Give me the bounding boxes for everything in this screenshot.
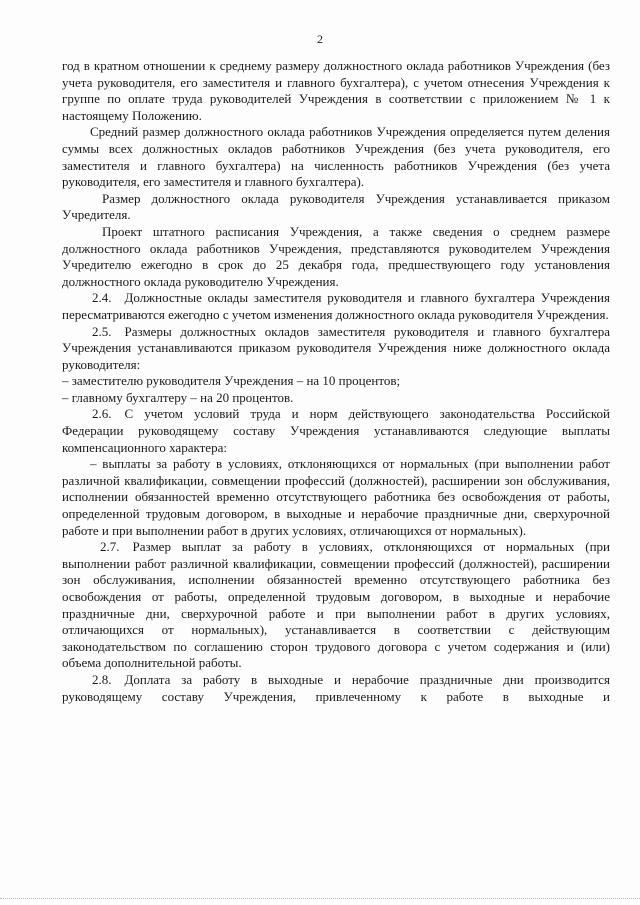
paragraph-2-6: 2.6. С учетом условий труда и норм действующего законодательства Российской Федерации руководящему составу Учреждения устанавливаются следующие выплаты компенсационного характера: [62,406,610,455]
document-body [62,58,610,705]
list-item-accountant: – главному бухгалтеру – на 20 процентов. [62,389,294,405]
paragraph-average-salary: Средний размер должностного оклада работников Учреждения определяется путем деления суммы всех должностных окладов работников Учреждения (без учета руководителя, его заместителя и главного бухгалтера) на численность работников Учреждения (без учета руководителя, его заместителя и главного бухгалтера). [62,124,610,190]
paragraph-2-5: 2.5. Размеры должностных окладов заместителя руководителя и главного бухгалтера Учреждения устанавливаются приказом руководителя Учреждения ниже должностного оклада руководителя: [62,323,610,372]
list-item-deputy: – заместителю руководителя Учреждения – на 10 процентов; [62,373,401,389]
paragraph-2-7: 2.7. Размер выплат за работу в условиях, отклоняющихся от нормальных (при выполнении работ различной квалификации, совмещении профессий (должностей), расширении зон обслуживания, исполнении обязанностей временно отсутствующего работника без освобождения от работы, определенной трудовым договором, в выходные и нерабочие праздничные дни, сверхурочной работе и при выполнении работ в других условиях, отличающихся от нормальных), устанавливается в соответствии с действующим законодательством по соглашению сторон трудового договора с учетом содержания и (или) объема дополнительной работы. [62,539,610,671]
paragraph-2-4: 2.4. Должностные оклады заместителя руководителя и главного бухгалтера Учреждения пересматриваются ежегодно с учетом изменения должностного оклада руководителя Учреждения. [62,290,610,322]
page-number: 2 [317,32,323,46]
paragraph-staffing-plan: Проект штатного расписания Учреждения, а также сведения о среднем размере должностного оклада работников Учреждения, представляются руководителем Учреждения Учредителю ежегодно в срок до 25 декабря года, предшествующего году установления должностного оклада руководителю Учреждения. [62,223,610,289]
paragraph-director-salary: Размер должностного оклада руководителя Учреждения устанавливается приказом Учредителя. [62,190,610,223]
scan-bottom-edge [0,898,640,899]
paragraph-2-8: 2.8. Доплата за работу в выходные и нерабочие праздничные дни производится руководящему составу Учреждения, привлеченному к работе в выходные и [62,671,610,704]
paragraph-salary-ratio: год в кратном отношении к среднему размеру должностного оклада работников Учреждения (без учета руководителя, его заместителя и главного бухгалтера), с учетом отнесения Учреждения к группе по оплате труда руководителей Учреждения в соответствии с приложением № 1 к настоящему Положению. [62,58,610,123]
list-item-compensation: – выплаты за работу в условиях, отклоняющихся от нормальных (при выполнении работ различной квалификации, совмещении профессий (должностей), расширении зон обслуживания, исполнении обязанностей временно отсутствующего работника без освобождения от работы, определенной трудовым договором, в выходные и нерабочие праздничные дни, сверхурочной работе и при выполнении работ в других условиях, отличающихся от нормальных). [62,456,610,538]
